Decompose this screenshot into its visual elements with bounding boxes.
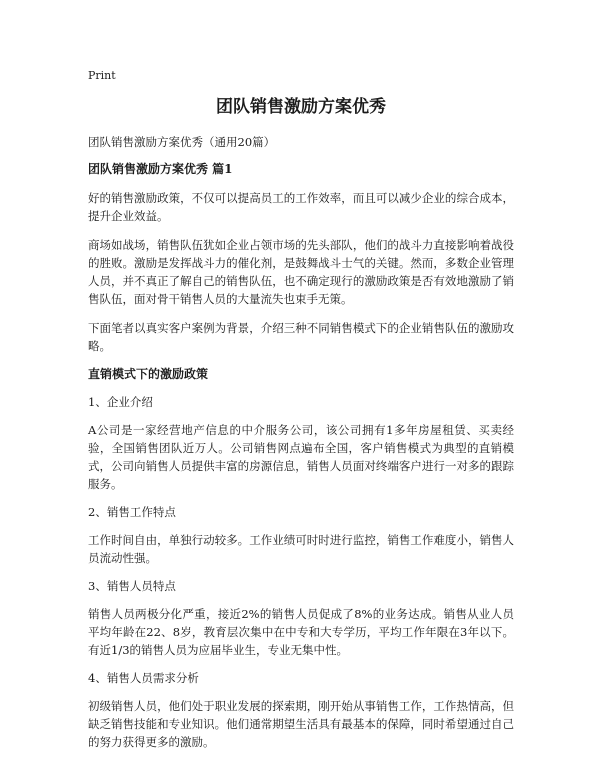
section-text-work-features: 工作时间自由，单独行动较多。工作业绩可时时进行监控，销售工作难度小，销售人员流动性强。 <box>88 533 514 565</box>
direct-sales-heading: 直销模式下的激励政策 <box>88 367 209 381</box>
print-label[interactable]: Print <box>88 69 116 82</box>
section-text-company: A公司是一家经营地产信息的中介服务公司，该公司拥有1多年房屋租赁、买卖经验，全国销售团队近万人。公司销售网点遍布全国，客户销售模式为典型的直销模式，公司向销售人员提供丰富的房源信息，销售人员面对终端客户进行一对多的跟踪服务。 <box>88 423 514 491</box>
document-subtitle: 团队销售激励方案优秀（通用20篇） <box>88 135 276 149</box>
section-text-staff-features: 销售人员两极分化严重，接近2%的销售人员促成了8%的业务达成。销售从业人员平均年龄在22、8岁，教育层次集中在中专和大专学历，平均工作年限在3年以下。有近1/3的销售人员为应届毕业生，专业无集中性。 <box>88 607 514 657</box>
document-page <box>88 68 514 762</box>
section-heading-company: 1、企业介绍 <box>88 395 153 409</box>
section-heading-needs-analysis: 4、销售人员需求分析 <box>88 671 199 685</box>
page-title: 团队销售激励方案优秀 <box>216 97 386 117</box>
section-heading-staff-features: 3、销售人员特点 <box>88 579 176 593</box>
intro-paragraph-2: 商场如战场，销售队伍犹如企业占领市场的先头部队，他们的战斗力直接影响着战役的胜败。激励是发挥战斗力的催化剂，是鼓舞战斗士气的关键。然而，多数企业管理人员，并不真正了解自己的销售队伍，也不确定现行的激励政策是否有效地激励了销售队伍，面对骨干销售人员的大量流失也束手无策。 <box>88 238 514 306</box>
section-text-needs-analysis: 初级销售人员，他们处于职业发展的探索期，刚开始从事销售工作，工作热情高，但缺乏销售技能和专业知识。他们通常期望生活具有最基本的保障，同时希望通过自己的努力获得更多的激励。 <box>88 699 514 749</box>
intro-paragraph-3: 下面笔者以真实客户案例为背景，介绍三种不同销售模式下的企业销售队伍的激励攻略。 <box>88 321 514 353</box>
article-heading: 团队销售激励方案优秀 篇1 <box>88 162 233 176</box>
section-heading-work-features: 2、销售工作特点 <box>88 505 176 519</box>
intro-paragraph-1: 好的销售激励政策，不仅可以提高员工的工作效率，而且可以减少企业的综合成本，提升企业效益。 <box>88 191 514 223</box>
